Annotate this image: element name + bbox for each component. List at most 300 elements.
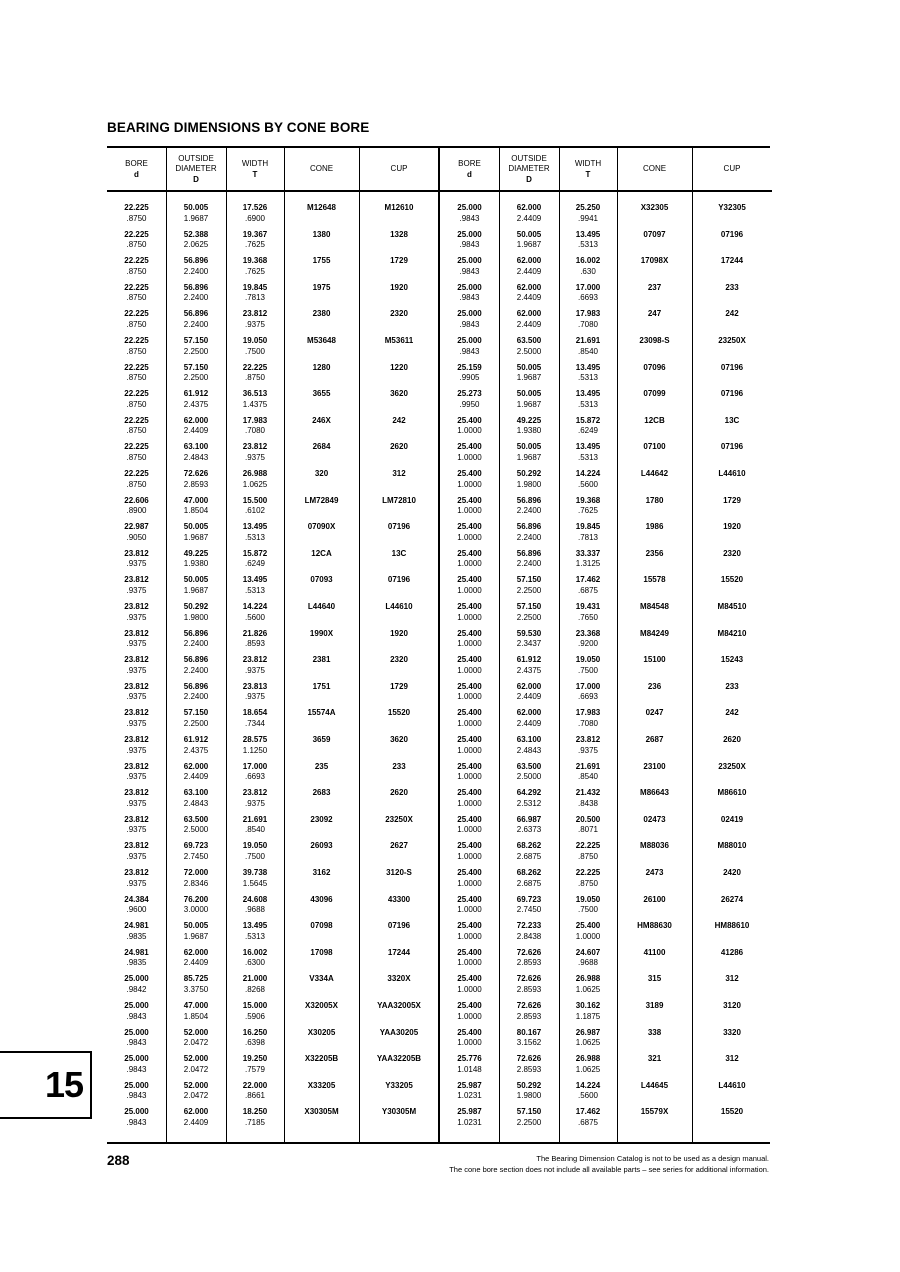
outside-diameter-inch: 2.4409 (183, 958, 209, 968)
bore-mm: 25.000 (124, 974, 149, 984)
cell-width (226, 815, 284, 836)
cell-width (559, 1107, 617, 1128)
cell-outside-diameter (499, 549, 559, 570)
cell-cone-part: M53648 (307, 336, 336, 345)
width-inch: .5600 (577, 1091, 599, 1101)
cell-cone-part: 237 (647, 282, 662, 292)
width-inch: .6249 (577, 426, 599, 436)
bore-mm: 25.400 (457, 788, 482, 798)
bore-inch: 1.0000 (457, 745, 482, 755)
cell-width (226, 309, 284, 330)
table-row (440, 469, 772, 496)
cell-width (559, 655, 617, 676)
outside-diameter-inch: 1.9800 (183, 612, 209, 622)
cell-bore (440, 256, 499, 277)
width-mm: 39.738 (242, 868, 268, 877)
cell-cup-part: M12610 (384, 203, 414, 212)
right-header-outside-diameter (499, 148, 559, 190)
width-mm: 14.224 (575, 1080, 601, 1090)
cell-outside-diameter (499, 1107, 559, 1128)
width-mm: 19.050 (575, 655, 601, 665)
width-mm: 20.500 (575, 814, 601, 824)
width-mm: 26.988 (242, 469, 268, 478)
width-inch: .5313 (244, 585, 266, 595)
cell-cup-part: 312 (725, 1054, 739, 1064)
width-inch: .6102 (244, 506, 266, 516)
cell-cup-part: 07196 (387, 921, 411, 931)
outside-diameter-mm: 56.896 (183, 256, 209, 266)
cell-cup-part: 07196 (720, 229, 744, 239)
table-row (107, 1054, 438, 1081)
width-mm: 16.002 (575, 256, 601, 266)
cell-cone-part: 43096 (310, 894, 333, 904)
cell-bore (107, 389, 166, 410)
cell-cup-part: 2420 (723, 868, 741, 877)
width-mm: 23.812 (242, 788, 268, 798)
table-row (107, 469, 438, 496)
width-inch: .7625 (244, 266, 266, 276)
width-inch: .7500 (577, 905, 599, 915)
cell-bore (107, 1028, 166, 1049)
bore-mm: 23.812 (124, 681, 149, 691)
outside-diameter-mm: 63.100 (183, 788, 209, 798)
header-label: WIDTH (574, 158, 602, 168)
cell-outside-diameter (166, 655, 226, 676)
outside-diameter-mm: 72.626 (516, 1001, 542, 1010)
bore-mm: 25.400 (457, 1027, 482, 1037)
cell-width (226, 522, 284, 543)
header-label: DIAMETER (508, 163, 550, 173)
cell-cone-part: 23092 (310, 814, 333, 824)
table-row (440, 921, 772, 948)
outside-diameter-inch: 2.4409 (516, 213, 542, 223)
bore-inch: .9375 (126, 585, 147, 595)
cell-bore (440, 1081, 499, 1102)
cell-bore (107, 549, 166, 570)
width-inch: .5906 (244, 1011, 266, 1021)
cell-outside-diameter (499, 948, 559, 969)
width-mm: 13.495 (575, 389, 601, 399)
bore-mm: 25.400 (457, 814, 482, 824)
cell-outside-diameter (499, 868, 559, 889)
table-row (107, 203, 438, 230)
cell-bore (440, 203, 499, 224)
outside-diameter-mm: 50.005 (183, 921, 209, 931)
bore-mm: 25.400 (457, 868, 482, 877)
outside-diameter-inch: 3.3750 (183, 984, 209, 994)
table-row (107, 1028, 438, 1055)
bore-inch: .8750 (126, 266, 147, 276)
outside-diameter-mm: 62.000 (183, 947, 209, 957)
cell-cone-part: 12CA (311, 548, 332, 558)
header-label: CUP (723, 164, 741, 173)
bore-mm: 25.400 (457, 575, 482, 585)
cell-cone-part: 1755 (312, 256, 331, 266)
cell-bore (440, 868, 499, 889)
outside-diameter-mm: 56.896 (516, 548, 542, 558)
outside-diameter-mm: 61.912 (183, 389, 209, 399)
table-row (440, 1081, 772, 1108)
width-inch: .7344 (244, 718, 266, 728)
table-row (440, 841, 772, 868)
table-row (107, 1001, 438, 1028)
outside-diameter-inch: 2.2400 (183, 639, 209, 649)
outside-diameter-mm: 57.150 (183, 362, 209, 372)
outside-diameter-inch: 2.4843 (516, 745, 542, 755)
outside-diameter-mm: 63.500 (516, 336, 542, 345)
cell-bore (440, 389, 499, 410)
bore-inch: .9375 (126, 692, 147, 702)
cell-outside-diameter (499, 336, 559, 357)
right-header-bore (440, 148, 499, 190)
bore-inch: .8750 (126, 399, 147, 409)
cell-outside-diameter (166, 841, 226, 862)
table-row (107, 655, 438, 682)
outside-diameter-mm: 61.912 (183, 735, 209, 744)
width-inch: 1.0625 (575, 1064, 601, 1074)
cell-cup-part: 07196 (720, 442, 744, 452)
bore-mm: 25.000 (124, 1027, 149, 1037)
cell-width (226, 336, 284, 357)
right-header-cup (692, 148, 772, 190)
cell-width (559, 1001, 617, 1022)
bore-inch: 1.0000 (457, 931, 482, 941)
outside-diameter-mm: 50.005 (516, 389, 542, 399)
cell-bore (440, 1001, 499, 1022)
cell-outside-diameter (166, 1001, 226, 1022)
outside-diameter-mm: 66.987 (516, 814, 542, 824)
cell-width (559, 815, 617, 836)
cell-width (226, 762, 284, 783)
outside-diameter-mm: 59.530 (516, 628, 542, 638)
width-inch: .7625 (244, 240, 266, 250)
bore-inch: .9843 (126, 1064, 147, 1074)
outside-diameter-inch: 1.9687 (516, 399, 542, 409)
cell-bore (440, 363, 499, 384)
width-mm: 21.691 (575, 336, 601, 345)
header-label: OUTSIDE (511, 153, 547, 163)
bore-mm: 25.776 (457, 1054, 482, 1064)
cell-cup-part: 3120-S (386, 868, 412, 877)
bore-inch: .9375 (126, 851, 147, 861)
table-row (440, 522, 772, 549)
cell-cone-part: M86643 (640, 788, 669, 798)
outside-diameter-inch: 2.0472 (183, 1038, 209, 1048)
bore-inch: 1.0000 (457, 612, 482, 622)
width-inch: .7080 (577, 319, 599, 329)
bore-inch: 1.0000 (457, 851, 482, 861)
outside-diameter-mm: 52.000 (183, 1027, 209, 1037)
table-row (107, 416, 438, 443)
width-mm: 19.845 (242, 282, 268, 292)
cell-outside-diameter (166, 788, 226, 809)
table-left-half (107, 148, 438, 1142)
width-mm: 19.431 (575, 602, 601, 611)
bore-inch: .9843 (126, 1117, 147, 1127)
cell-bore (107, 815, 166, 836)
width-inch: .5600 (244, 612, 266, 622)
cell-width (559, 708, 617, 729)
width-mm: 17.000 (242, 761, 268, 771)
bore-mm: 25.000 (124, 1054, 149, 1064)
outside-diameter-mm: 63.500 (516, 761, 542, 771)
width-mm: 36.513 (242, 389, 268, 399)
cell-cone-part: 1986 (645, 522, 664, 532)
cell-cup-part: 43300 (387, 894, 411, 904)
width-mm: 26.988 (575, 1054, 601, 1064)
footer-line-1: The Bearing Dimension Catalog is not to be used as a design manual. (536, 1154, 769, 1163)
width-mm: 18.654 (242, 708, 268, 718)
table-row (440, 895, 772, 922)
bore-inch: .9843 (126, 1091, 147, 1101)
cell-width (226, 868, 284, 889)
bore-inch: .9375 (126, 745, 147, 755)
cell-bore (107, 921, 166, 942)
bore-inch: 1.0000 (457, 452, 482, 462)
left-header-width (226, 148, 284, 190)
left-header-cup (359, 148, 439, 190)
bore-mm: 25.400 (457, 628, 482, 638)
cell-cup-part: 3620 (390, 735, 408, 744)
bore-inch: .8750 (126, 479, 147, 489)
cell-bore (107, 469, 166, 490)
cell-width (559, 283, 617, 304)
outside-diameter-mm: 56.896 (183, 681, 209, 691)
cell-cone-part: 2356 (645, 548, 664, 558)
width-inch: .7650 (577, 612, 599, 622)
width-inch: .6875 (577, 585, 599, 595)
table-row (107, 948, 438, 975)
table-row (107, 788, 438, 815)
cell-width (226, 841, 284, 862)
width-inch: .8593 (244, 639, 266, 649)
width-inch: 1.0000 (575, 931, 601, 941)
cell-cone-part: 07098 (310, 921, 333, 931)
cell-outside-diameter (499, 442, 559, 463)
bore-inch: 1.0000 (457, 958, 482, 968)
width-inch: .7500 (577, 665, 599, 675)
cell-width (226, 416, 284, 437)
cell-cup-part: 15520 (387, 708, 411, 718)
cell-cup-part: 13C (391, 548, 407, 558)
width-mm: 19.368 (242, 256, 268, 266)
bore-mm: 24.981 (124, 947, 149, 957)
cell-outside-diameter (499, 815, 559, 836)
cell-width (559, 416, 617, 437)
outside-diameter-mm: 62.000 (516, 203, 542, 212)
bore-mm: 22.225 (124, 282, 149, 292)
width-inch: .7080 (577, 718, 599, 728)
bore-inch: 1.0000 (457, 905, 482, 915)
table-row (440, 309, 772, 336)
cell-outside-diameter (499, 1081, 559, 1102)
table-row (440, 735, 772, 762)
cell-cone-part: 17098X (640, 256, 669, 266)
cell-outside-diameter (166, 283, 226, 304)
bore-inch: 1.0000 (457, 825, 482, 835)
bore-mm: 22.225 (124, 415, 149, 425)
cell-cup-part: 233 (392, 761, 406, 771)
width-inch: .8661 (244, 1091, 266, 1101)
cell-width (559, 336, 617, 357)
cell-cup-part: 15520 (720, 575, 744, 585)
cell-cone-part: M84548 (640, 602, 669, 611)
outside-diameter-mm: 52.000 (183, 1054, 209, 1064)
bore-inch: .8750 (126, 319, 147, 329)
bore-mm: 25.000 (457, 203, 482, 212)
outside-diameter-inch: 2.0625 (183, 240, 209, 250)
width-mm: 14.224 (575, 469, 601, 478)
outside-diameter-mm: 47.000 (183, 1001, 209, 1010)
cell-cup-part: 3320 (723, 1027, 741, 1037)
cell-cone-part: L44645 (640, 1080, 669, 1090)
cell-bore (440, 655, 499, 676)
cell-outside-diameter (166, 442, 226, 463)
outside-diameter-inch: 2.4375 (183, 399, 209, 409)
cell-cup-part: HM88610 (714, 921, 750, 931)
cell-outside-diameter (499, 974, 559, 995)
cell-outside-diameter (499, 655, 559, 676)
width-mm: 28.575 (242, 735, 268, 744)
width-inch: .6693 (577, 293, 599, 303)
cell-cup-part: 1729 (723, 495, 741, 505)
cell-cup-part: M84510 (717, 602, 747, 611)
width-inch: .8540 (577, 346, 599, 356)
cell-width (226, 363, 284, 384)
outside-diameter-inch: 2.2500 (183, 346, 209, 356)
bore-mm: 25.400 (457, 655, 482, 665)
width-mm: 17.983 (575, 708, 601, 718)
cell-width (559, 602, 617, 623)
cell-cup-part: L44610 (718, 469, 746, 478)
width-inch: .9941 (577, 213, 599, 223)
width-mm: 13.495 (575, 442, 601, 452)
outside-diameter-mm: 57.150 (516, 1107, 542, 1117)
width-mm: 19.845 (575, 522, 601, 532)
outside-diameter-inch: 2.4409 (183, 426, 209, 436)
cell-bore (440, 735, 499, 756)
cell-cone-part: 2683 (312, 788, 331, 798)
cell-cone-part: L44642 (640, 469, 669, 478)
width-mm: 22.225 (575, 868, 601, 877)
outside-diameter-inch: 2.8593 (516, 958, 542, 968)
outside-diameter-inch: 1.9380 (516, 426, 542, 436)
cell-bore (107, 283, 166, 304)
width-inch: .6249 (244, 559, 266, 569)
cell-cone-part: 2684 (312, 442, 331, 452)
left-header-outside-diameter (166, 148, 226, 190)
cell-width (559, 1028, 617, 1049)
outside-diameter-mm: 62.000 (183, 1107, 209, 1117)
header-symbol: T (252, 169, 258, 179)
right-header-row (440, 148, 772, 192)
outside-diameter-mm: 62.000 (516, 282, 542, 292)
table-row (440, 762, 772, 789)
outside-diameter-inch: 2.5000 (183, 825, 209, 835)
table-row (440, 629, 772, 656)
outside-diameter-mm: 72.000 (183, 868, 209, 877)
table-row (107, 496, 438, 523)
cell-cup-part: L44610 (385, 602, 413, 611)
cell-cone-part: L44640 (307, 602, 336, 611)
width-mm: 23.813 (242, 681, 268, 691)
cell-width (559, 203, 617, 224)
width-mm: 30.162 (575, 1001, 601, 1010)
outside-diameter-inch: 3.1562 (516, 1038, 542, 1048)
cell-outside-diameter (166, 575, 226, 596)
width-mm: 16.002 (242, 947, 268, 957)
outside-diameter-mm: 57.150 (516, 575, 542, 585)
cell-cup-part: LM72810 (382, 495, 416, 505)
outside-diameter-inch: 2.4409 (516, 692, 542, 702)
bore-inch: 1.0000 (457, 1038, 482, 1048)
cell-cup-part: 2320 (390, 655, 408, 665)
width-mm: 22.000 (242, 1080, 268, 1090)
cell-bore (440, 549, 499, 570)
outside-diameter-inch: 2.8593 (516, 1064, 542, 1074)
outside-diameter-inch: 2.7450 (183, 851, 209, 861)
cell-bore (440, 496, 499, 517)
outside-diameter-inch: 2.6875 (516, 851, 542, 861)
outside-diameter-mm: 56.896 (516, 495, 542, 505)
cell-bore (107, 762, 166, 783)
cell-cone-part: 23100 (643, 761, 666, 771)
cell-bore (107, 948, 166, 969)
width-mm: 17.983 (242, 415, 268, 425)
cell-bore (440, 469, 499, 490)
cell-width (226, 442, 284, 463)
cell-cone-part: 320 (314, 469, 329, 478)
cell-width (226, 1107, 284, 1128)
cell-outside-diameter (499, 256, 559, 277)
outside-diameter-mm: 64.292 (516, 788, 542, 798)
width-inch: .9375 (244, 692, 266, 702)
cell-cone-part: 15578 (643, 575, 666, 585)
cell-outside-diameter (166, 336, 226, 357)
cell-outside-diameter (499, 708, 559, 729)
cell-outside-diameter (499, 283, 559, 304)
width-mm: 18.250 (242, 1107, 268, 1117)
bore-mm: 23.812 (124, 788, 149, 798)
bore-inch: .9375 (126, 559, 147, 569)
cell-width (559, 469, 617, 490)
bore-mm: 25.400 (457, 761, 482, 771)
header-symbol: d (467, 169, 472, 179)
width-inch: .7813 (244, 293, 266, 303)
cell-outside-diameter (166, 309, 226, 330)
outside-diameter-inch: 2.6875 (516, 878, 542, 888)
width-mm: 17.462 (575, 575, 601, 585)
outside-diameter-mm: 62.000 (516, 681, 542, 691)
cell-cone-part: 17098 (310, 947, 333, 957)
bore-inch: .9375 (126, 878, 147, 888)
bore-mm: 23.812 (124, 735, 149, 744)
table-row (440, 1054, 772, 1081)
outside-diameter-mm: 68.262 (516, 868, 542, 877)
outside-diameter-mm: 72.626 (183, 469, 209, 478)
outside-diameter-inch: 2.4843 (183, 452, 209, 462)
cell-cup-part: 1220 (390, 362, 408, 372)
table-row (440, 256, 772, 283)
cell-width (226, 389, 284, 410)
table-row (440, 682, 772, 709)
cell-cone-part: X33205 (307, 1080, 336, 1090)
width-mm: 13.495 (575, 229, 601, 239)
table-row (107, 256, 438, 283)
cell-width (226, 602, 284, 623)
bore-mm: 25.000 (457, 336, 482, 345)
cell-bore (107, 575, 166, 596)
